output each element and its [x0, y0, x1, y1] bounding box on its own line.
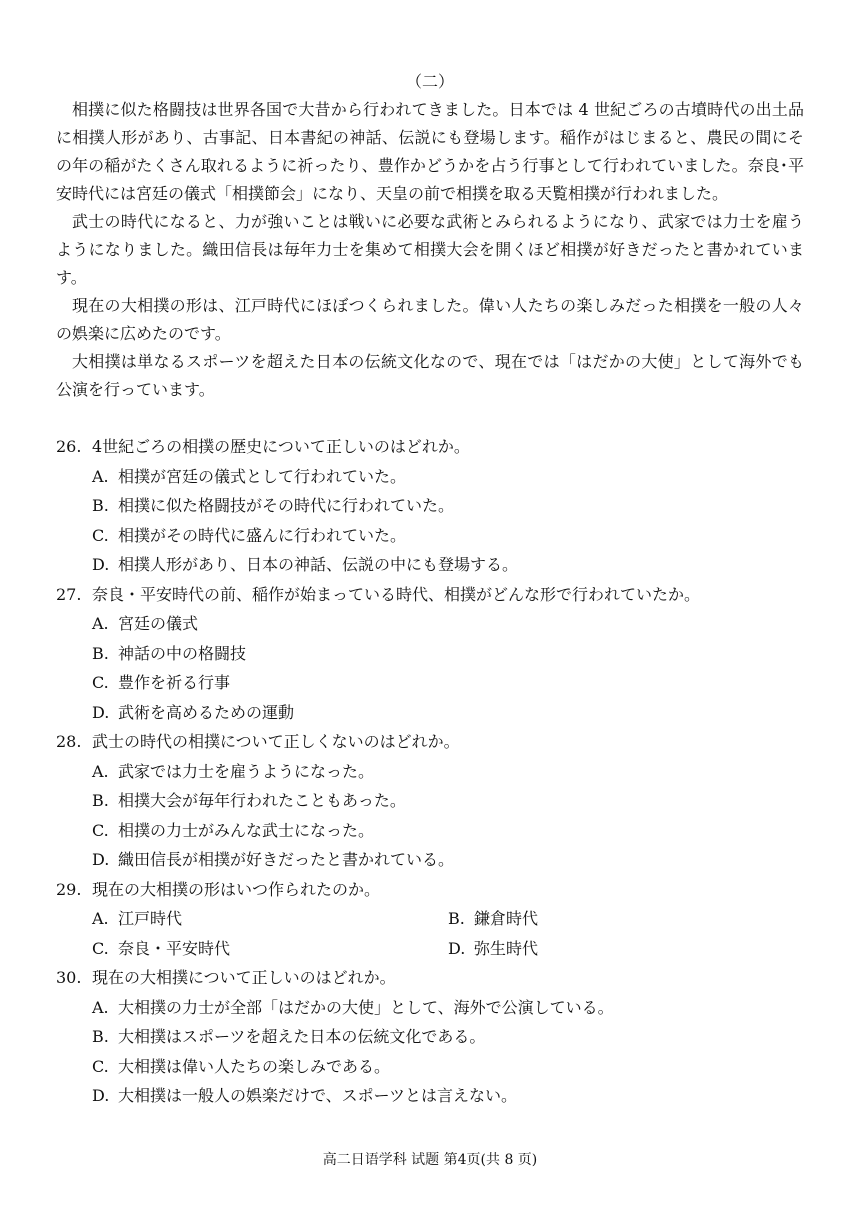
- option-b: [448, 904, 804, 934]
- option-text: 大相撲は偉い人たちの楽しみである。: [118, 1056, 391, 1076]
- passage-paragraph-4: 大相撲は単なるスポーツを超えた日本の伝統文化なので、現在では「はだかの大使」として海外でも公演を行っています。: [56, 352, 804, 399]
- option-letter: A.: [92, 466, 109, 486]
- option-letter: B.: [92, 791, 109, 810]
- question-stem: 武士の時代の相撲について正しくないのはどれか。: [92, 732, 460, 751]
- option-b: [56, 1022, 804, 1052]
- option-a: [56, 462, 804, 492]
- option-text: 大相撲の力士が全部「はだかの大使」として、海外で公演している。: [118, 997, 614, 1017]
- option-letter: A.: [92, 761, 109, 781]
- option-letter: D.: [448, 938, 466, 958]
- option-text: 相撲が宮廷の儀式として行われていた。: [118, 466, 407, 486]
- option-letter: B.: [448, 909, 465, 928]
- option-letter: C.: [92, 820, 109, 840]
- option-letter: C.: [92, 1056, 109, 1076]
- question-stem: 4世紀ごろの相撲の歴史について正しいのはどれか。: [92, 437, 470, 456]
- option-text: 相撲人形があり、日本の神話、伝説の中にも登場する。: [118, 555, 519, 574]
- option-d: [448, 934, 804, 964]
- option-letter: D.: [92, 555, 110, 574]
- option-c: [56, 521, 804, 551]
- option-b: [56, 639, 804, 669]
- option-text: 相撲に似た格闘技がその時代に行われていた。: [118, 496, 455, 515]
- question-30: [56, 963, 804, 1111]
- option-text: 江戸時代: [118, 909, 183, 928]
- passage-paragraph-2: 武士の時代になると、力が強いことは戦いに必要な武術とみられるようになり、武家では力士を雇うようになりました。織田信長は毎年力士を集めて相撲大会を開くほど相撲が好きだったと書かれています。: [56, 212, 804, 287]
- option-text: 武家では力士を雇うようになった。: [118, 761, 375, 781]
- option-c: [56, 816, 804, 846]
- question-stem: 奈良・平安時代の前、稲作が始まっている時代、相撲がどんな形で行われていたか。: [92, 584, 701, 604]
- option-letter: B.: [92, 1027, 109, 1046]
- option-text: 奈良・平安時代: [118, 938, 231, 958]
- section-title: （二）: [405, 72, 454, 91]
- exam-page: [56, 70, 804, 1111]
- option-a: [56, 609, 804, 639]
- option-d: [56, 845, 804, 875]
- option-a: [56, 757, 804, 787]
- question-number: 27.: [56, 584, 82, 604]
- option-letter: C.: [92, 938, 109, 958]
- question-stem: 現在の大相撲について正しいのはどれか。: [92, 968, 396, 987]
- option-b: [56, 491, 804, 521]
- option-text: 相撲がその時代に盛んに行われていた。: [118, 525, 407, 545]
- passage-paragraph-3: 現在の大相撲の形は、江戸時代にほぼつくられました。偉い人たちの楽しみだった相撲を一般の人々の娯楽に広めたのです。: [56, 296, 804, 343]
- question-number: 30.: [56, 968, 82, 987]
- reading-passage: [56, 96, 804, 404]
- question-stem: 現在の大相撲の形はいつ作られたのか。: [92, 879, 381, 899]
- option-text: 大相撲はスポーツを超えた日本の伝統文化である。: [118, 1027, 486, 1046]
- option-text: 弥生時代: [474, 938, 539, 958]
- option-d: [56, 550, 804, 580]
- question-number: 26.: [56, 437, 82, 456]
- option-letter: C.: [92, 525, 109, 545]
- option-letter: B.: [92, 643, 109, 663]
- option-text: 相撲の力士がみんな武士になった。: [118, 820, 375, 840]
- passage-paragraph-1: 相撲に似た格闘技は世界各国で大昔から行われてきました。日本では 4 世紀ごろの古墳時代の出土品に相撲人形があり、古事記、日本書紀の神話、伝説にも登場します。稲作がはじまると、農民の間にその年の稲がたくさん取れるように祈ったり、豊作かどうかを占う行事として行われていました。奈良･平安時代には宮廷の儀式「相撲節会」になり、天皇の前で相撲を取る天覧相撲が行われました。: [56, 100, 804, 203]
- question-number: 28.: [56, 732, 82, 751]
- option-letter: A.: [92, 997, 109, 1017]
- question-27: [56, 580, 804, 728]
- option-text: 織田信長が相撲が好きだったと書かれている。: [118, 850, 455, 869]
- option-letter: A.: [92, 614, 109, 633]
- question-number: 29.: [56, 879, 82, 899]
- option-letter: D.: [92, 1086, 110, 1105]
- option-row: [56, 934, 804, 964]
- option-b: [56, 786, 804, 816]
- option-letter: A.: [92, 909, 109, 928]
- option-d: [56, 1081, 804, 1111]
- option-letter: D.: [92, 850, 110, 869]
- option-letter: B.: [92, 496, 109, 515]
- option-row: [56, 904, 804, 934]
- option-text: 豊作を祈る行事: [118, 673, 231, 692]
- option-text: 神話の中の格闘技: [118, 643, 247, 663]
- option-c: [56, 1052, 804, 1082]
- option-a: [56, 993, 804, 1023]
- question-list: [56, 432, 804, 1111]
- option-a: [92, 904, 448, 934]
- option-text: 鎌倉時代: [474, 909, 539, 928]
- option-text: 相撲大会が毎年行われたこともあった。: [118, 791, 406, 810]
- option-c: [56, 668, 804, 698]
- question-26: [56, 432, 804, 580]
- option-d: [56, 698, 804, 728]
- option-text: 武術を高めるための運動: [118, 702, 295, 722]
- page-footer: 高二日语学科 试题 第4页(共 8 页): [322, 1152, 538, 1168]
- option-letter: C.: [92, 673, 109, 692]
- question-28: [56, 727, 804, 875]
- question-29: [56, 875, 804, 964]
- option-text: 大相撲は一般人の娯楽だけで、スポーツとは言えない。: [118, 1086, 518, 1105]
- option-text: 宮廷の儀式: [118, 614, 199, 633]
- option-c: [92, 934, 448, 964]
- option-letter: D.: [92, 702, 110, 722]
